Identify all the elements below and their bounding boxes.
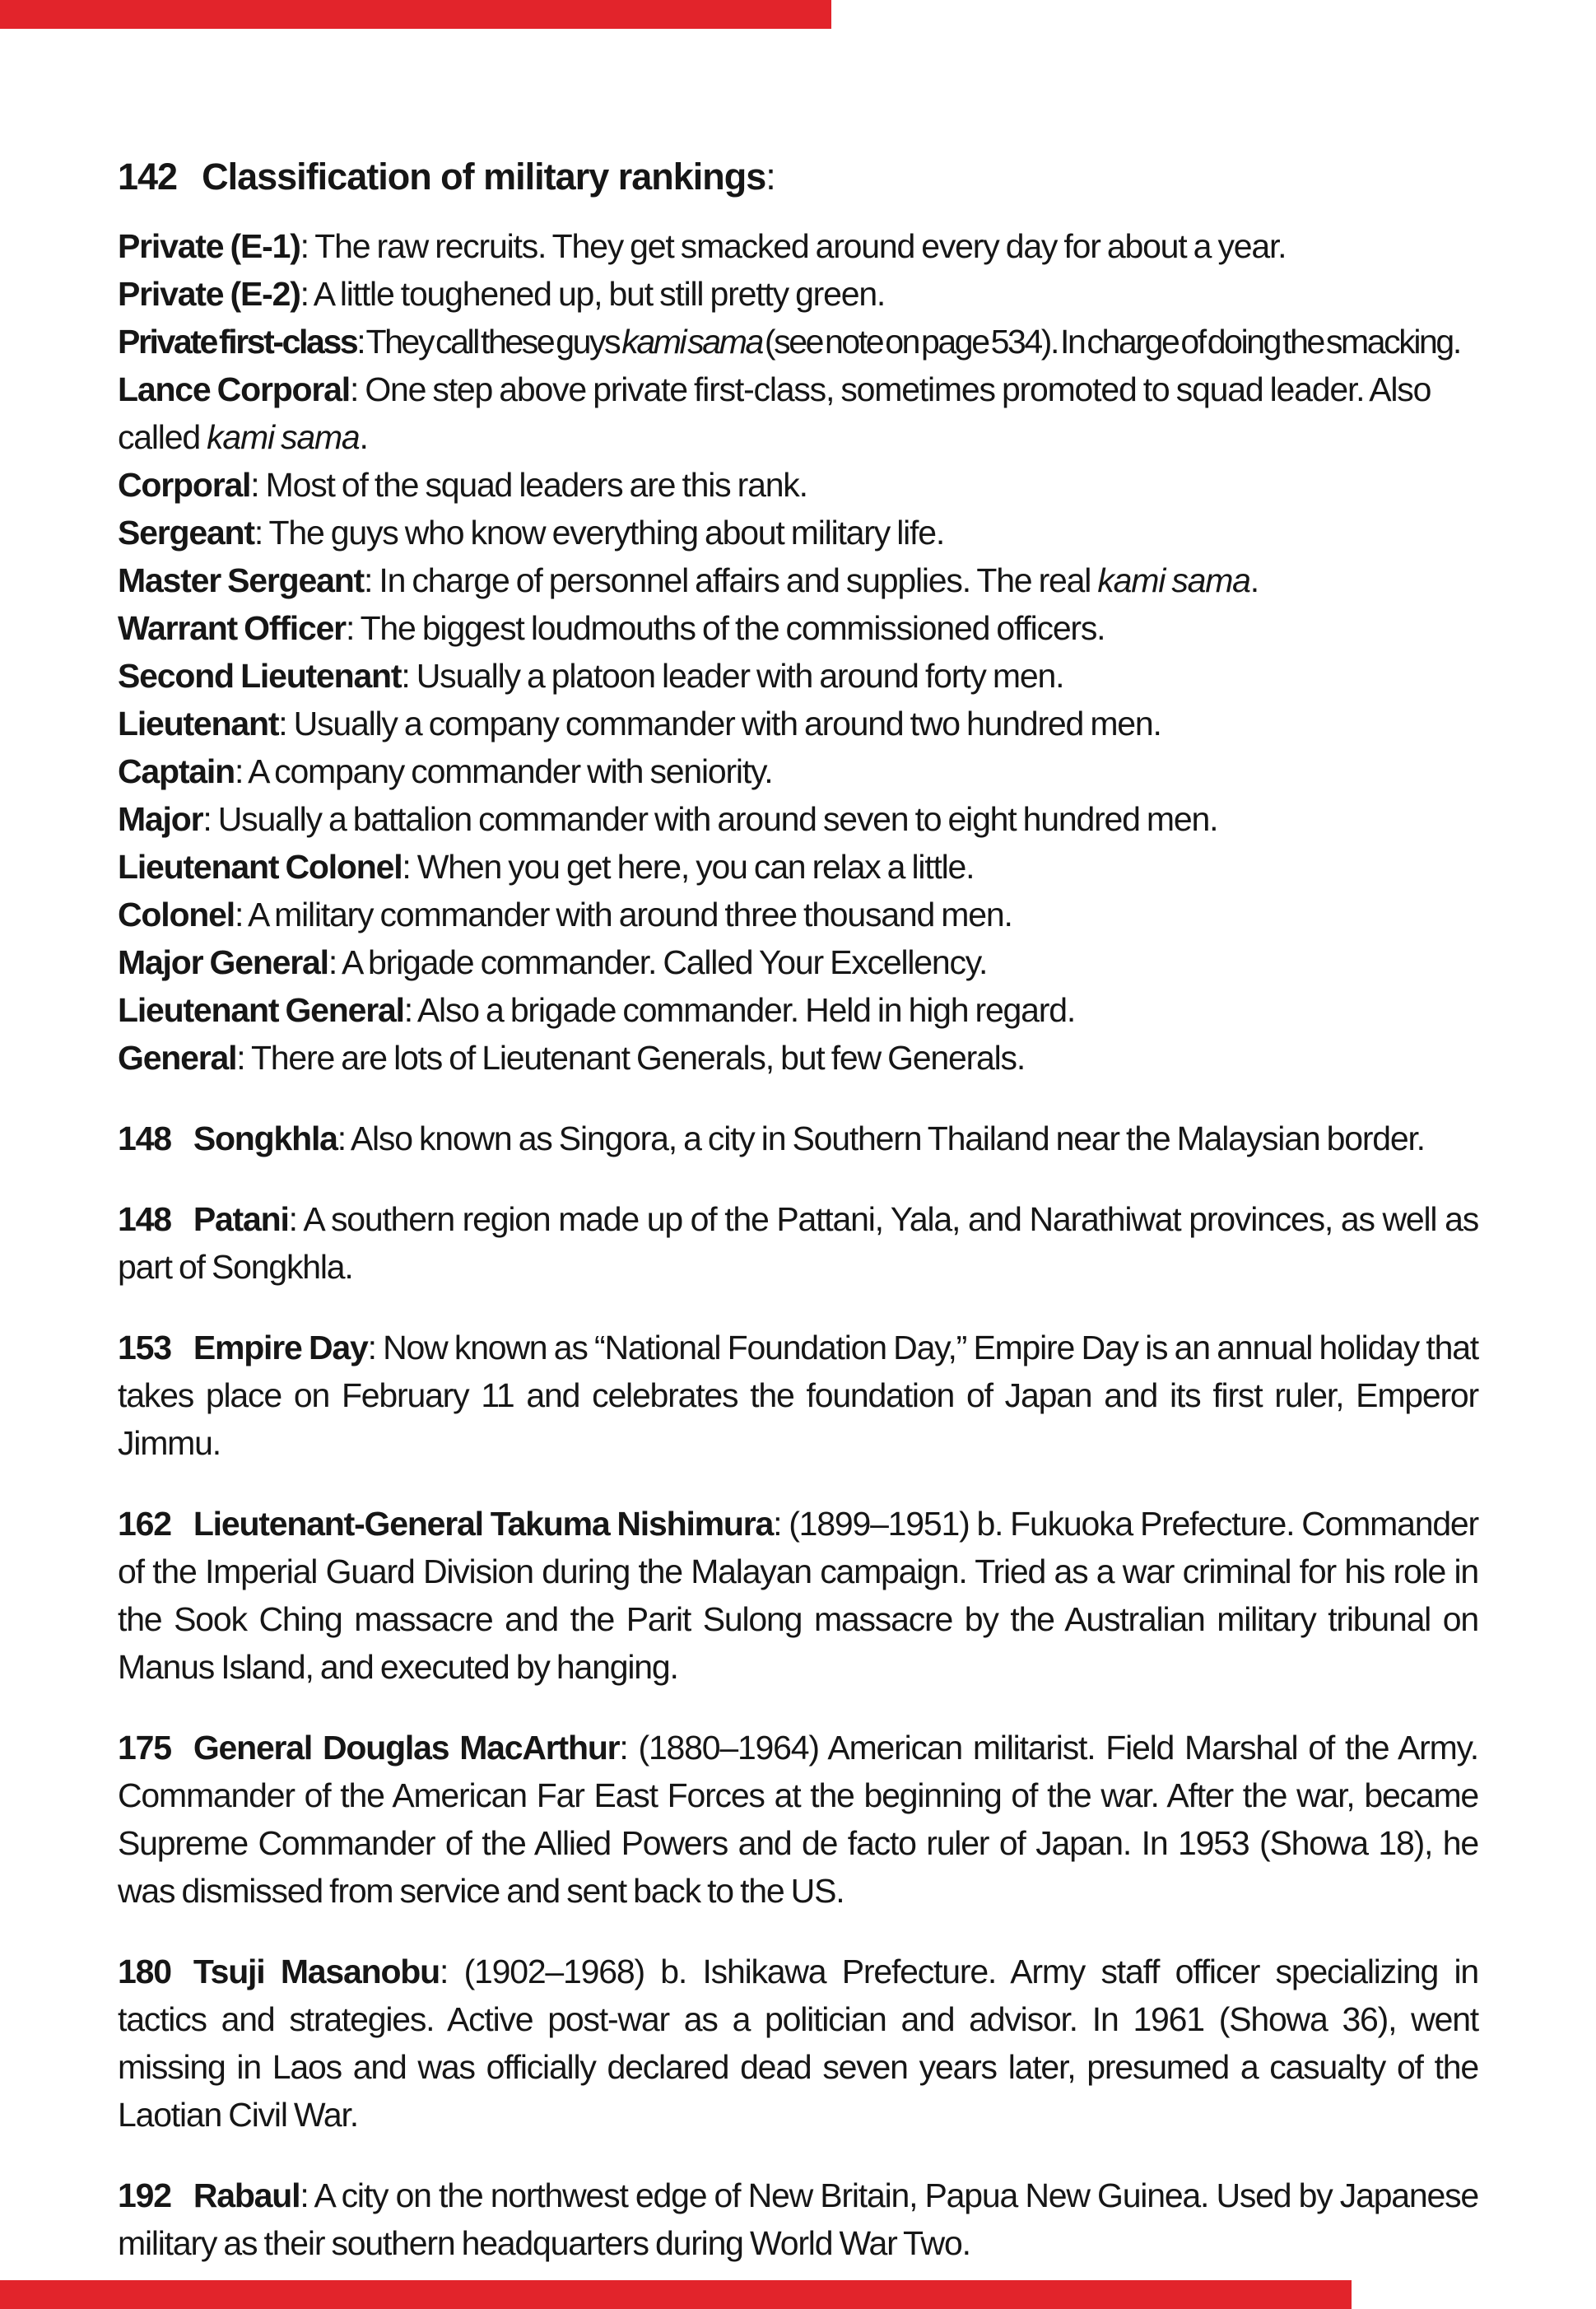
top-edge-red-bar xyxy=(0,0,831,29)
note-term: Tsuji Masanobu xyxy=(193,1953,440,1990)
rank-description: : They call these guys kami sama (see note on page 534). In charge of doing the smacking. xyxy=(356,323,1460,361)
rank-description: : One step above private first-class, sometimes promoted to squad leader. Also called kami sama. xyxy=(118,370,1431,456)
rank-description: : A military commander with around three thousand men. xyxy=(234,896,1012,933)
rank-entry xyxy=(118,461,1478,509)
note-description: : A city on the northwest edge of New Britain, Papua New Guinea. Used by Japanese military as their southern headquarters during World War Two. xyxy=(118,2176,1478,2262)
rank-entry xyxy=(118,938,1478,986)
rank-term: Private (E-1) xyxy=(118,227,300,265)
heading-page-number: 142 xyxy=(118,156,178,198)
rank-entry xyxy=(118,222,1478,270)
note-entry xyxy=(118,1324,1478,1467)
rank-term: General xyxy=(118,1039,237,1077)
rank-entry xyxy=(118,652,1478,700)
rank-entry xyxy=(118,986,1478,1034)
rank-term: Private (E-2) xyxy=(118,275,300,313)
rank-term: Colonel xyxy=(118,896,235,933)
rank-term: Captain xyxy=(118,752,235,790)
note-description: : Now known as “National Foundation Day,” Empire Day is an annual holiday that takes place on February 11 and celebrates the foundation of Japan and its first ruler, Emperor Jimmu. xyxy=(118,1329,1478,1462)
note-term: Empire Day xyxy=(193,1329,368,1366)
rank-list xyxy=(118,222,1478,1082)
note-page-number: 180 xyxy=(118,1953,171,1990)
note-term: Lieutenant-General Takuma Nishimura xyxy=(193,1505,774,1543)
note-page-number: 192 xyxy=(118,2176,171,2214)
rank-description: : When you get here, you can relax a little. xyxy=(402,848,975,886)
note-entry xyxy=(118,1115,1478,1162)
rank-term: Sergeant xyxy=(118,514,254,552)
note-entry xyxy=(118,1500,1478,1691)
rank-term: Private first-class xyxy=(118,323,357,361)
note-term: Rabaul xyxy=(193,2176,300,2214)
rank-description: : The guys who know everything about military life. xyxy=(254,514,945,552)
rank-description: : A little toughened up, but still pretty green. xyxy=(300,275,886,313)
rank-entry xyxy=(118,509,1478,556)
note-term: Songkhla xyxy=(193,1120,337,1157)
rank-entry xyxy=(118,891,1478,938)
note-entry xyxy=(118,1195,1478,1291)
rank-entry xyxy=(118,604,1478,652)
note-description: : (1902–1968) b. Ishikawa Prefecture. Army staff officer specializing in tactics and strategies. Active post-war as a politician and advisor. In 1961 (Showa 36), went missing in Laos and was officially declared dead seven years later, presumed a casualty of the Laotian Civil War. xyxy=(118,1953,1478,2134)
rank-description: : Most of the squad leaders are this rank. xyxy=(250,466,807,504)
note-entry xyxy=(118,1948,1478,2139)
note-description: : A southern region made up of the Pattani, Yala, and Narathiwat provinces, as well as part of Songkhla. xyxy=(118,1200,1478,1286)
rank-description: : A brigade commander. Called Your Excellency. xyxy=(328,943,988,981)
rank-term: Corporal xyxy=(118,466,251,504)
note-description: : (1899–1951) b. Fukuoka Prefecture. Commander of the Imperial Guard Division during the Malayan campaign. Tried as a war criminal for his role in the Sook Ching massacre and the Parit Sulong massacre by the Australian military tribunal on Manus Island, and executed by hanging. xyxy=(118,1505,1478,1686)
note-page-number: 175 xyxy=(118,1729,171,1767)
rank-term: Major General xyxy=(118,943,328,981)
rank-term: Lance Corporal xyxy=(118,370,350,408)
note-description: : Also known as Singora, a city in Southern Thailand near the Malaysian border. xyxy=(337,1120,1425,1157)
rank-entry xyxy=(118,795,1478,843)
rank-description: : Also a brigade commander. Held in high regard. xyxy=(403,991,1076,1029)
rank-entry xyxy=(118,270,1478,318)
section-heading xyxy=(118,153,1478,201)
rank-term: Lieutenant General xyxy=(118,991,404,1029)
note-entry xyxy=(118,2172,1478,2267)
rank-description: : Usually a battalion commander with around seven to eight hundred men. xyxy=(202,800,1218,838)
note-entry xyxy=(118,1724,1478,1915)
rank-entry xyxy=(118,318,1478,365)
heading-colon: : xyxy=(765,156,775,198)
rank-term: Warrant Officer xyxy=(118,609,346,647)
note-term: General Douglas MacArthur xyxy=(193,1729,620,1767)
rank-term: Second Lieutenant xyxy=(118,657,402,695)
rank-term: Lieutenant Colonel xyxy=(118,848,402,886)
note-term: Patani xyxy=(193,1200,289,1238)
rank-term: Major xyxy=(118,800,203,838)
bottom-edge-red-bar xyxy=(0,2280,1352,2309)
rank-description: : The biggest loudmouths of the commissioned officers. xyxy=(345,609,1105,647)
note-page-number: 153 xyxy=(118,1329,171,1366)
rank-entry xyxy=(118,700,1478,747)
rank-description: : Usually a company commander with around two hundred men. xyxy=(278,705,1161,743)
endnotes-content xyxy=(118,153,1478,2267)
rank-description: : Usually a platoon leader with around forty men. xyxy=(401,657,1064,695)
heading-term: Classification of military rankings xyxy=(202,156,766,198)
rank-description: : The raw recruits. They get smacked around every day for about a year. xyxy=(300,227,1287,265)
rank-description: : In charge of personnel affairs and supplies. The real kami sama. xyxy=(364,561,1259,599)
note-page-number: 148 xyxy=(118,1120,171,1157)
note-list xyxy=(118,1115,1478,2267)
note-page-number: 162 xyxy=(118,1505,171,1543)
note-page-number: 148 xyxy=(118,1200,171,1238)
rank-entry xyxy=(118,365,1478,461)
rank-entry xyxy=(118,1034,1478,1082)
rank-entry xyxy=(118,747,1478,795)
rank-description: : There are lots of Lieutenant Generals, but few Generals. xyxy=(236,1039,1026,1077)
rank-term: Lieutenant xyxy=(118,705,279,743)
note-description: : (1880–1964) American militarist. Field Marshal of the Army. Commander of the American Far East Forces at the beginning of the war. After the war, became Supreme Commander of the Allied Powers and de facto ruler of Japan. In 1953 (Showa 18), he was dismissed from service and sent back to the US. xyxy=(118,1729,1478,1910)
rank-entry xyxy=(118,843,1478,891)
rank-description: : A company commander with seniority. xyxy=(234,752,773,790)
rank-entry xyxy=(118,556,1478,604)
rank-term: Master Sergeant xyxy=(118,561,365,599)
